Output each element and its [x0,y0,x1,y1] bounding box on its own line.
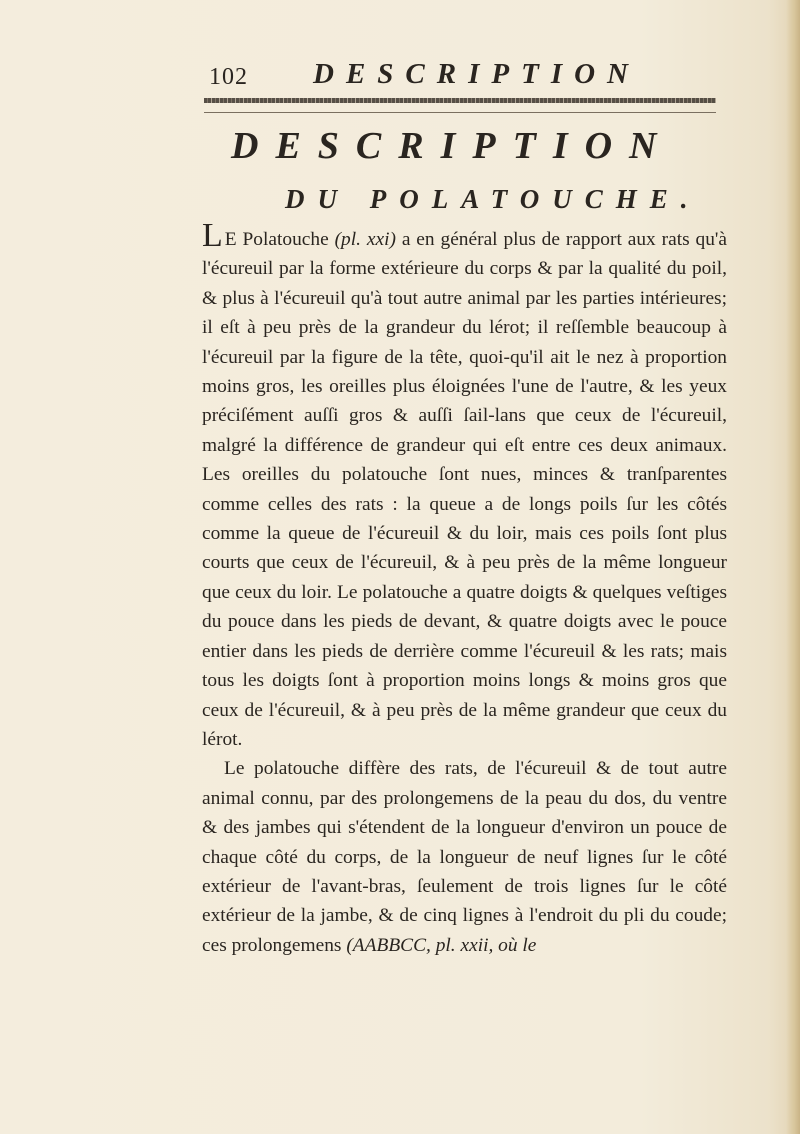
paragraph-1-lead: E Polatouche [224,229,335,250]
page-number: 102 [209,64,248,90]
thin-rule [204,112,716,113]
plate-reference-2: (AABBCC, pl. xxii, où le [346,934,537,956]
running-title: DESCRIPTION [313,58,640,90]
drop-initial: L [202,217,223,254]
paragraph-2-text: Le polatouche diffère des rats, de l'écureuil & de tout autre animal connu, par des prolongemens de la peau du dos, du ventre & des jambes qui s'étendent de la longueur d'environ un pouce de chaque côté du corps, de la longueur de neuf lignes ſur le côté extérieur de l'avant-bras, ſeulement de trois lignes ſur le côté extérieur de la jambe, & de cinq lignes à l'endroit du pli du coude; ces prolongemens [202,758,727,956]
paragraph-1-text: a en général plus de rapport aux rats qu'à l'écureuil par la forme extérieure du corps & par la qualité du poil, & plus à l'écureuil qu'à tout autre animal par les parties intérieures; il eſt à peu près de la grandeur du lérot; il reſſemble beaucoup à l'écureuil par la figure de la tête, quoi-qu'il ait le nez à proportion moins gros, les oreilles plus éloignées l'une de l'autre, & les yeux préciſément auſſi gros & auſſi ſail-lans que ceux de l'écureuil, malgré la différence de grandeur qui eſt entre ces deux animaux. Les oreilles du polatouche ſont nues, minces & tranſparentes comme celles des rats : la queue a de longs poils ſur les côtés comme la queue de l'écureuil & du loir, mais ces poils ſont plus courts que ceux de l'écureuil, & à peu près de la même longueur que ceux du loir. Le polatouche a quatre doigts & quelques veſtiges du pouce dans les pieds de devant, & quatre doigts avec le pouce entier dans les pieds de derrière comme l'écureuil & les rats; mais tous les doigts ſont à proportion moins longs & moins gros que ceux de l'écureuil, & à peu près de la même grandeur que ceux du lérot. [202,229,728,750]
paragraph-1 [202,217,728,754]
ornamental-rule [204,98,716,103]
plate-reference-1: (pl. xxi) [334,229,396,250]
page-header [209,58,729,94]
body-text [202,217,728,960]
paragraph-2 [202,754,727,960]
chapter-subtitle: DU POLATOUCHE. [285,184,701,214]
page-edge-shadow [786,0,800,1134]
chapter-title: DESCRIPTION [231,125,674,167]
